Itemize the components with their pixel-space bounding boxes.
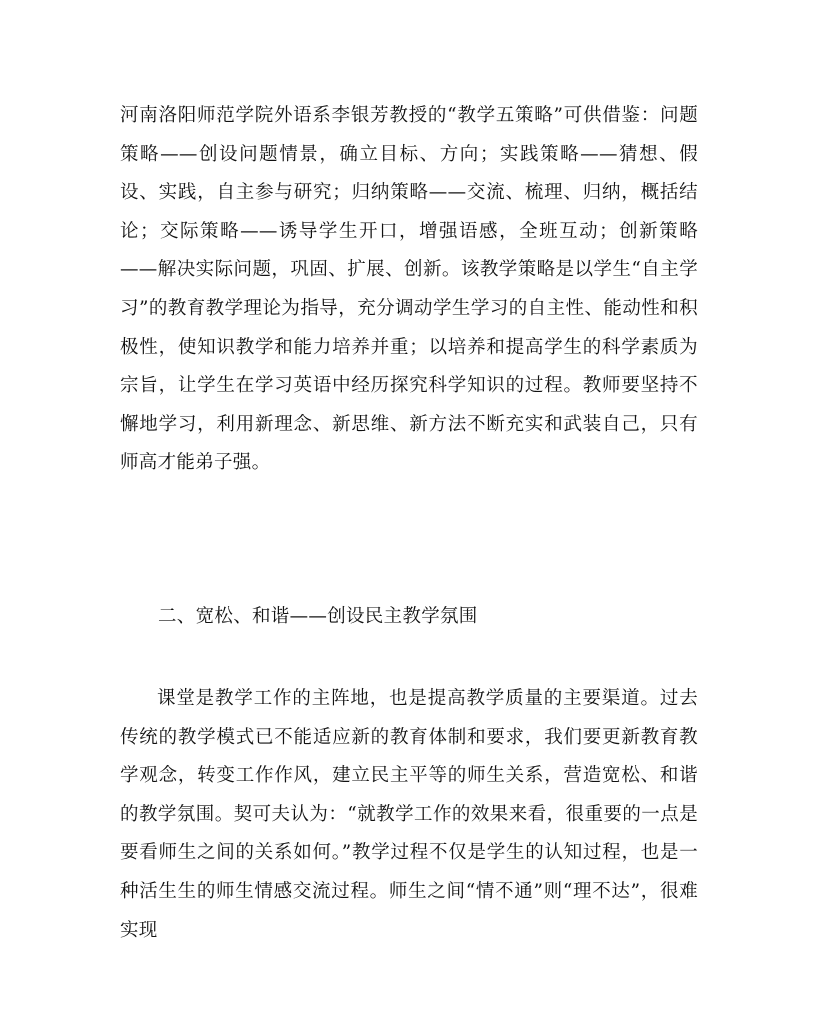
body-paragraph-teaching-strategies: 河南洛阳师范学院外语系李银芳教授的“教学五策略”可供借鉴：问题策略——创设问题情景，确立目标、方向；实践策略——猜想、假设、实践，自主参与研究；归纳策略——交流、梳理、归纳，概括结论；交际策略——诱导学生开口，增强语感，全班互动；创新策略——解决实际问题，巩固、扩展、创新。该教学策略是以学生“自主学习”的教育教学理论为指导，充分调动学生学习的自主性、能动性和积极性，使知识教学和能力培养并重；以培养和提高学生的科学素质为宗旨，让学生在学习英语中经历探究科学知识的过程。教师要坚持不懈地学习，利用新理念、新思维、新方法不断充实和武装自己，只有师高才能弟子强。 bbox=[120, 105, 698, 474]
body-paragraph-classroom-atmosphere: 课堂是教学工作的主阵地，也是提高教学质量的主要渠道。过去传统的教学模式已不能适应新的教育体制和要求，我们要更新教育教学观念，转变工作作风，建立民主平等的师生关系，营造宽松、和谐的教学氛围。契可夫认为：“就教学工作的效果来看，很重要的一点是要看师生之间的关系如何。”教学过程不仅是学生的认知过程，也是一种活生生的师生情感交流过程。师生之间“情不通”则“理不达”，很难实现 bbox=[120, 688, 698, 941]
section-heading: 二、宽松、和谐——创设民主教学氛围 bbox=[158, 606, 478, 627]
